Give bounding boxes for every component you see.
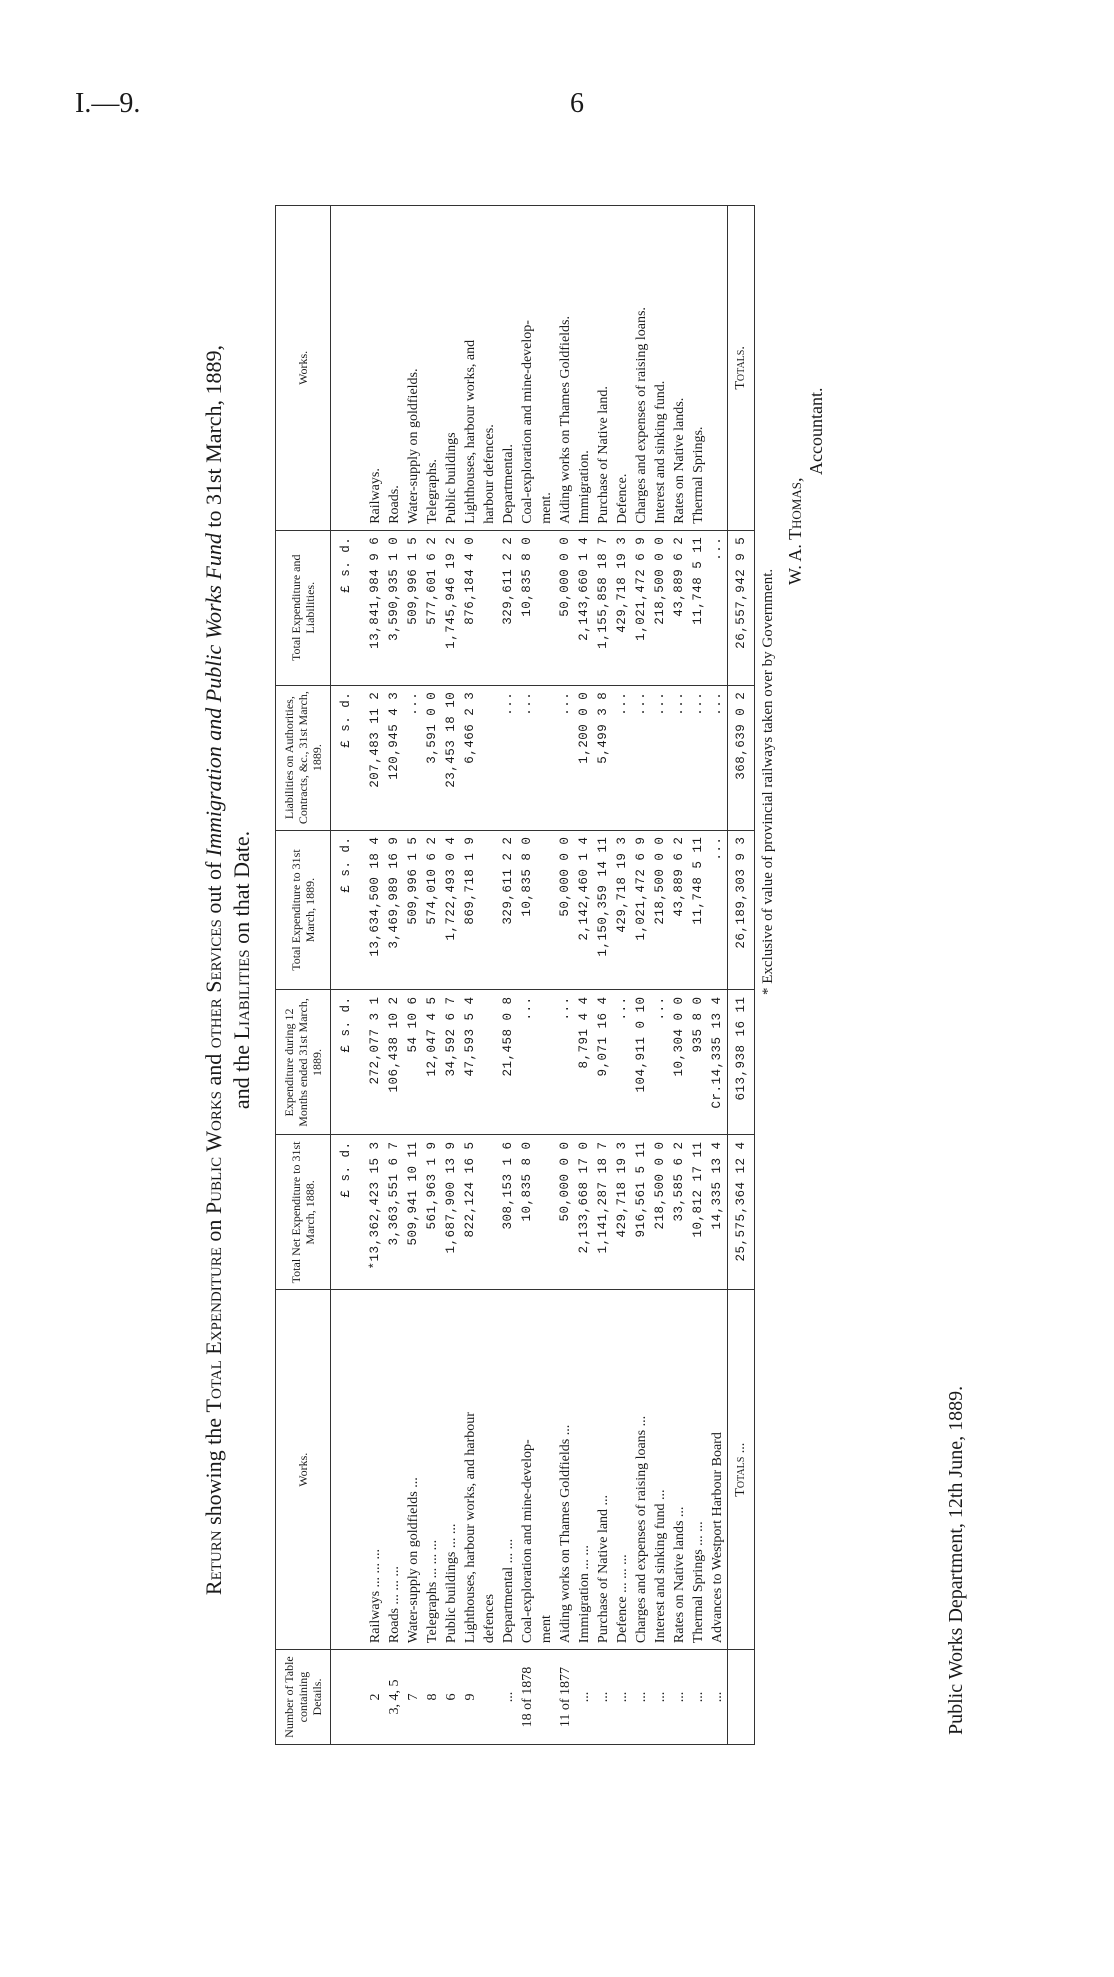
cell-c4: ... <box>404 685 423 830</box>
cell-c1: 308,153 1 6 <box>499 1135 518 1290</box>
cell-c3: 43,889 6 2 <box>670 830 689 990</box>
col-works-right-header: Works. <box>276 206 331 531</box>
cell-c4: ... <box>518 685 537 830</box>
cell-ref: ... <box>632 1650 651 1745</box>
cell-c5: 2,143,660 1 4 <box>575 530 594 685</box>
cell-ref: ... <box>499 1650 518 1745</box>
expenditure-table <box>275 205 755 1745</box>
cell-c3: 10,835 8 0 <box>518 830 537 990</box>
table-row <box>556 206 575 1745</box>
rotated-return-page <box>200 165 1000 1775</box>
cell-c5: 10,835 8 0 <box>518 530 537 685</box>
cell-ref: ... <box>708 1650 728 1745</box>
table-row <box>461 206 480 1745</box>
total-liabilities: 368,639 0 2 <box>728 685 755 830</box>
cell-work_r: Immigration. <box>575 206 594 531</box>
cell-c1: 1,687,900 13 9 <box>442 1135 461 1290</box>
cell-ref: 18 of 1878 <box>518 1650 537 1745</box>
cell-c1: 50,000 0 0 <box>556 1135 575 1290</box>
cell-c4: 23,453 18 10 <box>442 685 461 830</box>
totals-label-right: Totals. <box>728 206 755 531</box>
table-header-row <box>276 206 331 1745</box>
table-row <box>442 206 461 1745</box>
cell-c1: 2,133,668 17 0 <box>575 1135 594 1290</box>
fund-name: Immigration and Public Works Fund <box>201 533 226 857</box>
cell-c4 <box>480 685 499 830</box>
cell-c4: ... <box>632 685 651 830</box>
cell-c3: 329,611 2 2 <box>499 830 518 990</box>
cell-ref: 3, 4, 5 <box>385 1650 404 1745</box>
cell-c5: 218,500 0 0 <box>651 530 670 685</box>
return-title: Return showing the Total Expenditure on Public Works and other Services out of Immigration and Public Works Fund to 31st March, 1889, and the Liabilities on that Date. <box>201 344 254 1596</box>
cell-c1: 10,835 8 0 <box>518 1135 537 1290</box>
cell-work: Defence ... ... ... <box>613 1290 632 1650</box>
total-exp-1889: 26,189,303 9 3 <box>728 830 755 990</box>
cell-c4: ... <box>613 685 632 830</box>
cell-c5: 3,590,935 1 0 <box>385 530 404 685</box>
cell-c2: Cr.14,335 13 4 <box>708 990 728 1135</box>
cell-work: Interest and sinking fund ... <box>651 1290 670 1650</box>
cell-c5: 429,718 19 3 <box>613 530 632 685</box>
cell-ref: ... <box>594 1650 613 1745</box>
table-row <box>385 206 404 1745</box>
col-total-exp-header: Total Expenditure to 31st March, 1889. <box>276 830 331 990</box>
col-total-exp-liab-header: Total Expenditure and Liabilities. <box>276 530 331 685</box>
table-row <box>366 206 385 1745</box>
cell-work: Advances to Westport Harbour Board <box>708 1290 728 1650</box>
col-12-months-header: Expenditure during 12 Months ended 31st March, 1889. <box>276 990 331 1135</box>
cell-c5 <box>537 530 556 685</box>
cell-c3: 2,142,460 1 4 <box>575 830 594 990</box>
page-number: 6 <box>570 88 584 119</box>
cell-c5: 509,996 1 5 <box>404 530 423 685</box>
cell-work: Roads ... ... ... <box>385 1290 404 1650</box>
cell-c1: 10,812 17 11 <box>689 1135 708 1290</box>
signature: W. A. Thomas, Accountant. <box>785 387 826 585</box>
cell-work_r: Railways. <box>366 206 385 531</box>
col-net-exp-header: Total Net Expenditure to 31st March, 1888. <box>276 1135 331 1290</box>
cell-work_r: Rates on Native lands. <box>670 206 689 531</box>
cell-ref: ... <box>575 1650 594 1745</box>
cell-ref <box>480 1650 499 1745</box>
cell-c2: 21,458 0 8 <box>499 990 518 1135</box>
total-net-exp-1888: 25,575,364 12 4 <box>728 1135 755 1290</box>
cell-c2: ... <box>518 990 537 1135</box>
cell-c3: 869,718 1 9 <box>461 830 480 990</box>
cell-c4: 207,483 11 2 <box>366 685 385 830</box>
total-exp-12-months: 613,938 16 11 <box>728 990 755 1135</box>
cell-c3: 13,634,500 18 4 <box>366 830 385 990</box>
cell-work_r: Departmental. <box>499 206 518 531</box>
units-row: £ s. d. £ s. d. £ s. d. £ s. d. £ s. d. <box>331 206 357 1745</box>
cell-work_r: Purchase of Native land. <box>594 206 613 531</box>
cell-c3: 3,469,989 16 9 <box>385 830 404 990</box>
cell-ref: ... <box>670 1650 689 1745</box>
cell-ref: 9 <box>461 1650 480 1745</box>
cell-work: Lighthouses, harbour works, and harbour <box>461 1290 480 1650</box>
cell-work: Telegraphs ... ... ... <box>423 1290 442 1650</box>
cell-c3: 509,996 1 5 <box>404 830 423 990</box>
cell-work_r: Defence. <box>613 206 632 531</box>
table-row <box>708 206 728 1745</box>
cell-c3 <box>480 830 499 990</box>
cell-c3 <box>537 830 556 990</box>
cell-c5: 1,155,858 18 7 <box>594 530 613 685</box>
col-liabilities-header: Liabilities on Authorities, Contracts, &c., 31st March, 1889. <box>276 685 331 830</box>
cell-c1: 1,141,287 18 7 <box>594 1135 613 1290</box>
cell-work: Rates on Native lands ... <box>670 1290 689 1650</box>
cell-work_r: Lighthouses, harbour works, and <box>461 206 480 531</box>
cell-work: Departmental ... ... <box>499 1290 518 1650</box>
dated-line: Public Works Department, 12th June, 1889. <box>945 1385 967 1735</box>
cell-c2: 47,593 5 4 <box>461 990 480 1135</box>
cell-c1 <box>537 1135 556 1290</box>
cell-c1: 916,561 5 11 <box>632 1135 651 1290</box>
cell-work_r: Water-supply on goldfields. <box>404 206 423 531</box>
cell-c5 <box>480 530 499 685</box>
cell-c3: 50,000 0 0 <box>556 830 575 990</box>
cell-c1: 509,941 10 11 <box>404 1135 423 1290</box>
cell-work: Water-supply on goldfields ... <box>404 1290 423 1650</box>
cell-c3: ... <box>708 830 728 990</box>
table-row <box>537 206 556 1745</box>
cell-work_r: Aiding works on Thames Goldfields. <box>556 206 575 531</box>
cell-ref: 2 <box>366 1650 385 1745</box>
table-row <box>518 206 537 1745</box>
cell-c2: 54 10 6 <box>404 990 423 1135</box>
cell-c5: 577,601 6 2 <box>423 530 442 685</box>
cell-c1 <box>480 1135 499 1290</box>
cell-ref: 7 <box>404 1650 423 1745</box>
cell-ref: 6 <box>442 1650 461 1745</box>
footnote: * Exclusive of value of provincial railways taken over by Government. <box>760 568 776 995</box>
cell-c5: 329,611 2 2 <box>499 530 518 685</box>
cell-ref: 11 of 1877 <box>556 1650 575 1745</box>
cell-c3: 1,722,493 0 4 <box>442 830 461 990</box>
cell-c4: ... <box>556 685 575 830</box>
document-series: I.—9. <box>75 88 141 119</box>
cell-c1: 822,124 16 5 <box>461 1135 480 1290</box>
totals-row <box>728 206 755 1745</box>
cell-c2: 272,077 3 1 <box>366 990 385 1135</box>
cell-c3: 1,021,472 6 9 <box>632 830 651 990</box>
cell-c4: 120,945 4 3 <box>385 685 404 830</box>
cell-work_r: Telegraphs. <box>423 206 442 531</box>
cell-c4: ... <box>651 685 670 830</box>
cell-work: Immigration ... ... <box>575 1290 594 1650</box>
table-row <box>632 206 651 1745</box>
cell-c3: 429,718 19 3 <box>613 830 632 990</box>
cell-ref: ... <box>651 1650 670 1745</box>
cell-c4: ... <box>689 685 708 830</box>
totals-label: Totals ... <box>728 1290 755 1650</box>
cell-c3: 1,150,359 14 11 <box>594 830 613 990</box>
cell-work_r: harbour defences. <box>480 206 499 531</box>
cell-c1: 3,363,551 6 7 <box>385 1135 404 1290</box>
total-exp-and-liab: 26,557,942 9 5 <box>728 530 755 685</box>
cell-work: Charges and expenses of raising loans ... <box>632 1290 651 1650</box>
cell-c4: ... <box>670 685 689 830</box>
cell-c5: 13,841,984 9 6 <box>366 530 385 685</box>
cell-c2: 9,071 16 4 <box>594 990 613 1135</box>
cell-ref: ... <box>613 1650 632 1745</box>
cell-c1: 429,718 19 3 <box>613 1135 632 1290</box>
table-row <box>689 206 708 1745</box>
table-row <box>613 206 632 1745</box>
cell-work: Coal-exploration and mine-develop- <box>518 1290 537 1650</box>
cell-c2: ... <box>556 990 575 1135</box>
cell-c5: 1,745,946 19 2 <box>442 530 461 685</box>
col-ref-header: Number of Table containing Details. <box>276 1650 331 1745</box>
cell-work_r: ment. <box>537 206 556 531</box>
cell-work_r <box>708 206 728 531</box>
cell-c3: 218,500 0 0 <box>651 830 670 990</box>
cell-work: Purchase of Native land ... <box>594 1290 613 1650</box>
cell-work: Railways ... ... ... <box>366 1290 385 1650</box>
cell-c2 <box>537 990 556 1135</box>
cell-c2: 106,438 10 2 <box>385 990 404 1135</box>
table-row <box>423 206 442 1745</box>
cell-work_r: Interest and sinking fund. <box>651 206 670 531</box>
cell-c5: ... <box>708 530 728 685</box>
cell-ref: ... <box>689 1650 708 1745</box>
cell-work: Aiding works on Thames Goldfields ... <box>556 1290 575 1650</box>
cell-c2 <box>480 990 499 1135</box>
table-row <box>575 206 594 1745</box>
cell-c4: 1,200 0 0 <box>575 685 594 830</box>
cell-c1: 14,335 13 4 <box>708 1135 728 1290</box>
cell-c2: 12,047 4 5 <box>423 990 442 1135</box>
cell-work: defences <box>480 1290 499 1650</box>
table-row <box>480 206 499 1745</box>
cell-work_r: Roads. <box>385 206 404 531</box>
cell-ref <box>537 1650 556 1745</box>
cell-c5: 43,889 6 2 <box>670 530 689 685</box>
cell-work_r: Coal-exploration and mine-develop- <box>518 206 537 531</box>
table-row <box>594 206 613 1745</box>
cell-work_r: Charges and expenses of raising loans. <box>632 206 651 531</box>
cell-c2: 8,791 4 4 <box>575 990 594 1135</box>
cell-ref: 8 <box>423 1650 442 1745</box>
cell-c2: 104,911 0 10 <box>632 990 651 1135</box>
cell-c3: 11,748 5 11 <box>689 830 708 990</box>
cell-c1: 218,500 0 0 <box>651 1135 670 1290</box>
cell-work: Public buildings ... ... <box>442 1290 461 1650</box>
cell-work: Thermal Springs ... ... <box>689 1290 708 1650</box>
table-row <box>404 206 423 1745</box>
table-row <box>670 206 689 1745</box>
cell-c1: 33,585 6 2 <box>670 1135 689 1290</box>
table-row <box>651 206 670 1745</box>
cell-c2: ... <box>651 990 670 1135</box>
table-row <box>499 206 518 1745</box>
cell-c3: 574,010 6 2 <box>423 830 442 990</box>
cell-c2: 10,304 0 0 <box>670 990 689 1135</box>
cell-c1: *13,362,423 15 3 <box>366 1135 385 1290</box>
cell-work: ment <box>537 1290 556 1650</box>
cell-c4: 5,499 3 8 <box>594 685 613 830</box>
cell-c2: 34,592 6 7 <box>442 990 461 1135</box>
cell-c1: 561,963 1 9 <box>423 1135 442 1290</box>
cell-c4 <box>537 685 556 830</box>
cell-work_r: Thermal Springs. <box>689 206 708 531</box>
cell-work_r: Public buildings <box>442 206 461 531</box>
cell-c4: 3,591 0 0 <box>423 685 442 830</box>
cell-c5: 50,000 0 0 <box>556 530 575 685</box>
cell-c5: 11,748 5 11 <box>689 530 708 685</box>
cell-c4: ... <box>499 685 518 830</box>
col-works-header: Works. <box>276 1290 331 1650</box>
cell-c4: 6,466 2 3 <box>461 685 480 830</box>
cell-c5: 1,021,472 6 9 <box>632 530 651 685</box>
cell-c5: 876,184 4 0 <box>461 530 480 685</box>
cell-c2: ... <box>613 990 632 1135</box>
cell-c2: 935 8 0 <box>689 990 708 1135</box>
cell-c4: ... <box>708 685 728 830</box>
